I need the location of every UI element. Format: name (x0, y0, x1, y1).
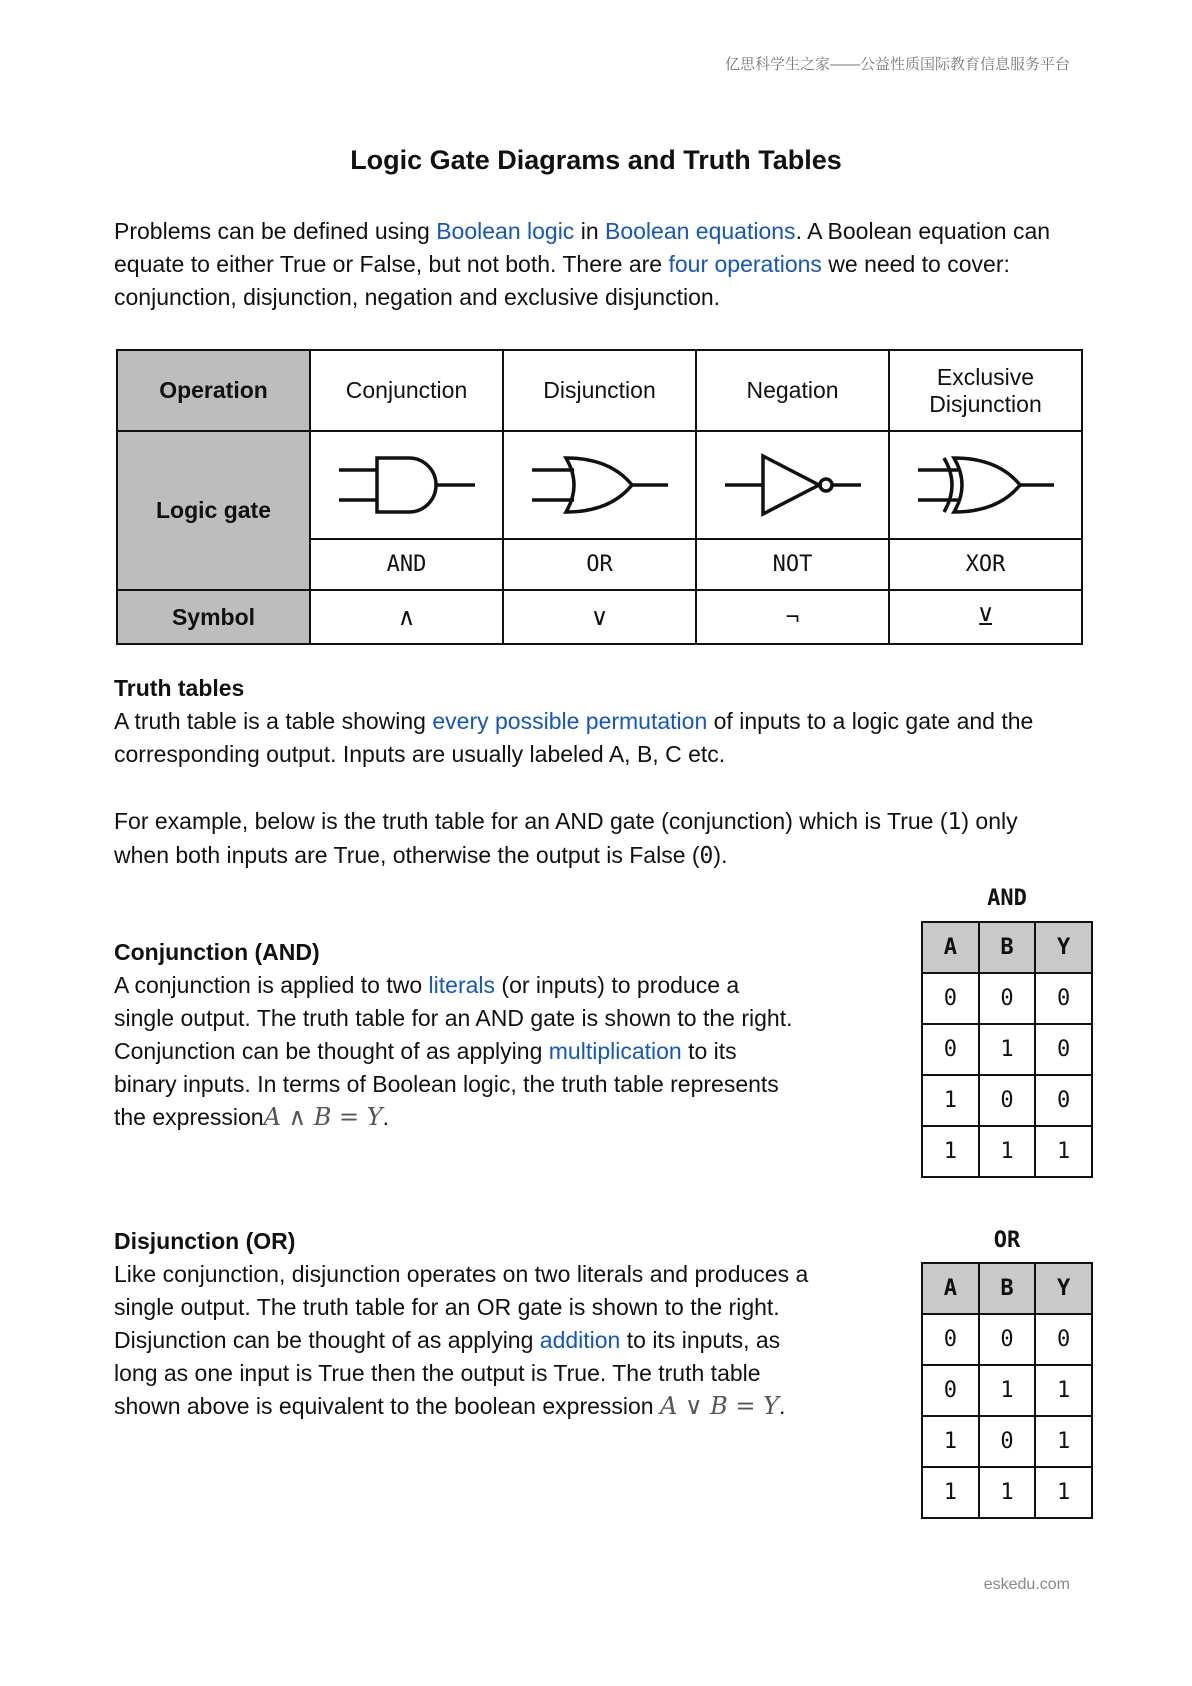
table-row: 1 0 1 (922, 1416, 1092, 1467)
conjunction-section (114, 936, 794, 1134)
intro-paragraph: Problems can be defined using Boolean logic in Boolean equations. A Boolean equation can equate to either True or False, but not both. There are four operations we need to cover: conjunction, disjunction, negation and exclusive disjunction. (114, 218, 1051, 310)
table-header: Y (1035, 1263, 1092, 1314)
operation-disjunction: Disjunction (503, 350, 696, 431)
boolean-equations-link[interactable]: Boolean equations (605, 218, 796, 244)
disjunction-section (114, 1225, 814, 1423)
table-header: B (979, 1263, 1036, 1314)
addition-link[interactable]: addition (539, 1327, 621, 1353)
table-row: 0 1 0 (922, 1024, 1092, 1075)
conjunction-heading: Conjunction (AND) (114, 939, 320, 965)
gate-name-not: NOT (696, 539, 889, 590)
row-header-logic-gate: Logic gate (117, 431, 310, 590)
truth-tables-heading: Truth tables (114, 675, 245, 701)
page-title: Logic Gate Diagrams and Truth Tables (350, 145, 842, 175)
table-row: 0 0 0 (922, 973, 1092, 1024)
or-truth-table (921, 1262, 1093, 1519)
boolean-logic-link[interactable]: Boolean logic (436, 218, 575, 244)
symbol-or: ∨ (503, 590, 696, 644)
footer-note: eskedu.com (983, 1576, 1070, 1593)
example-paragraph: For example, below is the truth table for an AND gate (conjunction) which is True (1) only when both inputs are True, otherwise the output is False (0). (114, 808, 1018, 869)
permutation-link[interactable]: every possible permutation (432, 708, 708, 734)
row-header-symbol: Symbol (117, 590, 310, 644)
xor-gate-icon (916, 450, 1056, 520)
table-row: 1 1 1 (922, 1126, 1092, 1177)
operation-conjunction: Conjunction (310, 350, 503, 431)
not-gate-cell (696, 431, 889, 539)
truth-tables-section (114, 672, 1074, 771)
gate-name-or: OR (503, 539, 696, 590)
and-expression: A ∧ B = Y (263, 1103, 383, 1131)
operation-exclusive-disjunction: Exclusive Disjunction (889, 350, 1082, 431)
or-gate-icon (530, 450, 670, 520)
conjunction-paragraph: A conjunction is applied to two literals (or inputs) to produce a single output. The truth table for an AND gate is shown to the right. Conjunction can be thought of as applying multiplication to its binary inputs. In terms of Boolean logic, the truth table represents the expressionA ∧ B = Y. (114, 972, 793, 1131)
four-operations-link[interactable]: four operations (668, 251, 822, 277)
operation-negation: Negation (696, 350, 889, 431)
table-row: 1 1 1 (922, 1467, 1092, 1518)
symbol-not: ¬ (696, 590, 889, 644)
row-header-operation: Operation (117, 350, 310, 431)
and-gate-cell (310, 431, 503, 539)
table-header: B (979, 922, 1036, 973)
disjunction-heading: Disjunction (OR) (114, 1228, 296, 1254)
or-expression: A ∨ B = Y (659, 1392, 779, 1420)
table-header: A (922, 922, 979, 973)
xor-gate-cell (889, 431, 1082, 539)
not-gate-icon (723, 450, 863, 520)
and-table-title: AND (987, 886, 1027, 911)
or-table-title: OR (993, 1228, 1021, 1253)
and-gate-icon (337, 450, 477, 520)
disjunction-paragraph: Like conjunction, disjunction operates on two literals and produces a single output. The truth table for an OR gate is shown to the right. Disjunction can be thought of as applying addition to its inputs, as long as one input is True then the output is True. The truth table shown above is equivalent to the boolean expression A ∨ B = Y. (114, 1261, 809, 1420)
multiplication-link[interactable]: multiplication (548, 1038, 682, 1064)
header-note: 亿思科学生之家——公益性质国际教育信息服务平台 (724, 56, 1070, 73)
symbol-and: ∧ (310, 590, 503, 644)
table-row: 0 1 1 (922, 1365, 1092, 1416)
table-row: 1 0 0 (922, 1075, 1092, 1126)
gate-name-xor: XOR (889, 539, 1082, 590)
table-header: A (922, 1263, 979, 1314)
or-gate-cell (503, 431, 696, 539)
table-header: Y (1035, 922, 1092, 973)
operations-table (116, 349, 1083, 645)
and-truth-table (921, 921, 1093, 1178)
truth-tables-paragraph: A truth table is a table showing every possible permutation of inputs to a logic gate and the corresponding output. Inputs are usually labeled A, B, C etc. (114, 708, 1034, 767)
symbol-xor: ⊻ (889, 590, 1082, 644)
gate-name-and: AND (310, 539, 503, 590)
literals-link[interactable]: literals (428, 972, 496, 998)
table-row: 0 0 0 (922, 1314, 1092, 1365)
